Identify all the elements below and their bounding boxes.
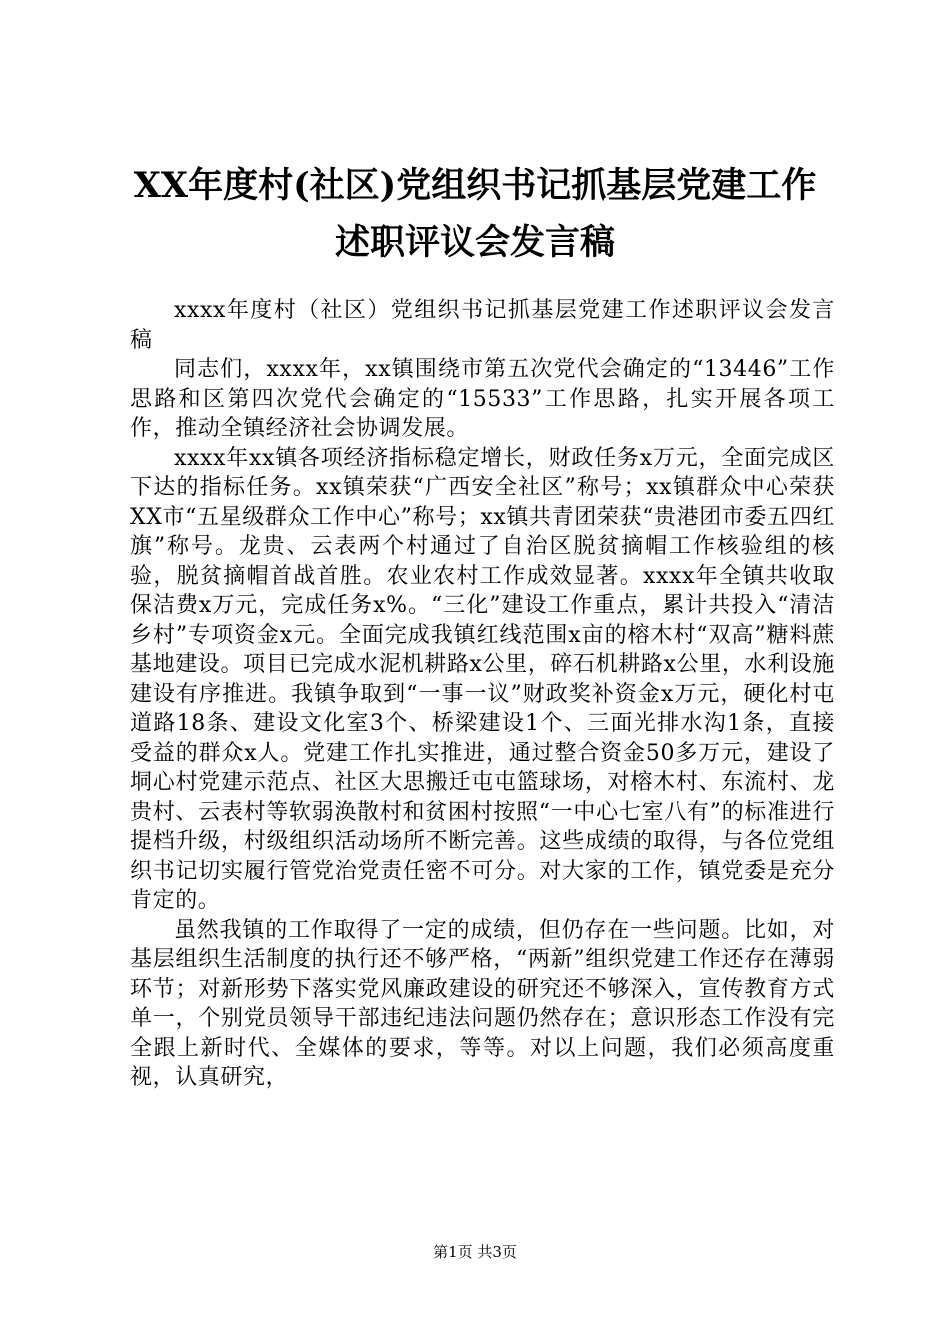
page-footer: 第1页 共3页 xyxy=(433,1243,517,1261)
paragraph-problems: 虽然我镇的工作取得了一定的成绩，但仍存在一些问题。比如，对基层组织生活制度的执行还不够严格，“两新”组织党建工作还存在薄弱环节；对新形势下落实党风廉政建设的研究还不够深入，宣传教育方式单一，个别党员领导干部违纪违法问题仍然存在；意识形态工作没有完全跟上新时代、全媒体的要求，等等。对以上问题，我们必须高度重视，认真研究， xyxy=(130,917,835,1090)
document-title-line-2: 述职评议会发言稿 xyxy=(334,222,615,263)
paragraph-intro: 同志们，xxxx年，xx镇围绕市第五次党代会确定的“13446”工作思路和区第四次党代会确定的“15533”工作思路，扎实开展各项工作，推动全镇经济社会协调发展。 xyxy=(130,357,835,441)
document-body xyxy=(130,296,835,1093)
paragraph-achievements: xxxx年xx镇各项经济指标稳定增长，财政任务x万元，全面完成区下达的指标任务。xx镇荣获“广西安全社区”称号；xx镇群众中心荣获XX市“五星级群众工作中心”称号；xx镇共青团荣获“贵港团市委五四红旗”称号。龙贵、云表两个村通过了自治区脱贫摘帽工作核验组的核验，脱贫摘帽首战首胜。农业农村工作成效显著。xxxx年全镇共收取保洁费x万元，完成任务x%。“三化”建设工作重点，累计共投入“清洁乡村”专项资金x元。全面完成我镇红线范围x亩的榕木村“双高”糖料蔗基地建设。项目已完成水泥机耕路x公里，碎石机耕路x公里，水利设施建设有序推进。我镇争取到“一事一议”财政奖补资金x万元，硬化村屯道路18条、建设文化室3个、桥梁建设1个、三面光排水沟1条，直接受益的群众x人。党建工作扎实推进，通过整合资金50多万元，建设了垌心村党建示范点、社区大思搬迁屯屯篮球场，对榕木村、东流村、龙贵村、云表村等软弱涣散村和贫困村按照“一中心七室八有”的标准进行提档升级，村级组织活动场所不断完善。这些成绩的取得，与各位党组织书记切实履行管党治党责任密不可分。对大家的工作，镇党委是充分肯定的。 xyxy=(130,445,835,913)
document-title-line-1: XX年度村(社区)党组织书记抓基层党建工作 xyxy=(133,165,817,206)
paragraph-heading-repeat: xxxx年度村（社区）党组织书记抓基层党建工作述职评议会发言稿 xyxy=(130,298,835,353)
